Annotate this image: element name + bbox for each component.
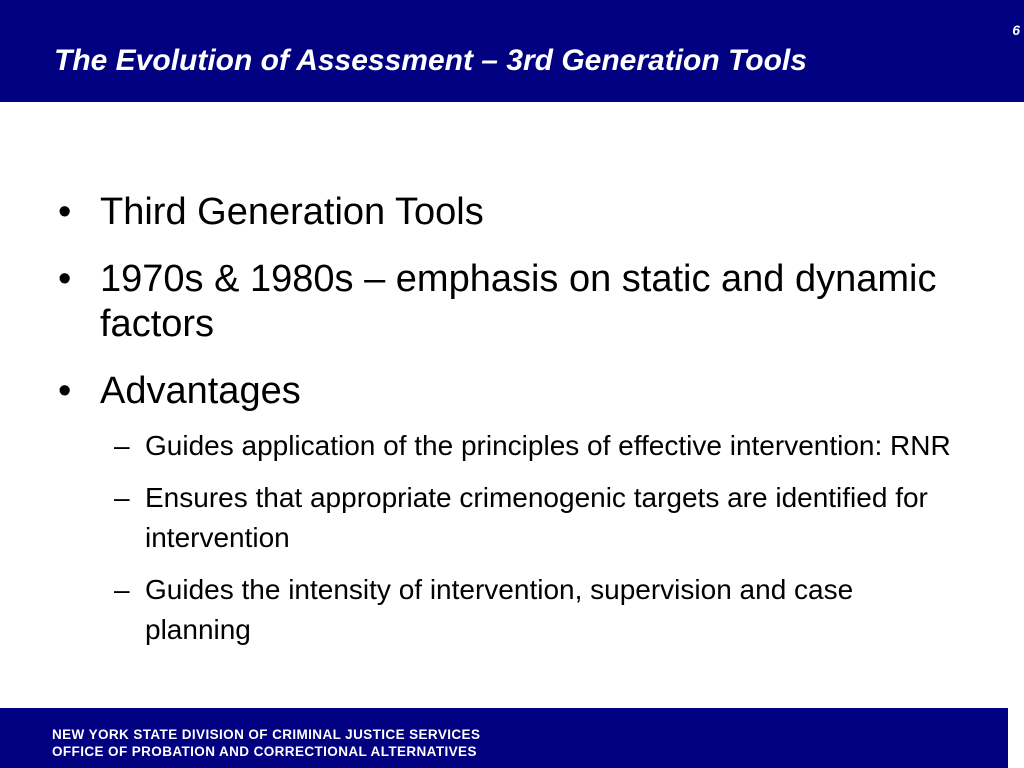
bullet-text: 1970s & 1980s – emphasis on static and dynamic factors	[100, 258, 937, 345]
bullet-item	[58, 369, 958, 414]
footer-office: OFFICE OF PROBATION AND CORRECTIONAL ALTERNATIVES	[52, 744, 477, 759]
slide-body	[58, 190, 958, 662]
sub-bullet-item	[114, 426, 958, 466]
bullet-marker: •	[58, 258, 72, 300]
slide-title: The Evolution of Assessment – 3rd Generation Tools	[54, 44, 807, 77]
bullet-item	[58, 257, 958, 347]
footer-organization: NEW YORK STATE DIVISION OF CRIMINAL JUSTICE SERVICES	[52, 727, 481, 742]
sub-bullet-marker: –	[114, 574, 130, 605]
bullet-marker: •	[58, 370, 72, 412]
bullet-text: Advantages	[100, 370, 301, 412]
sub-bullet-text: Guides application of the principles of effective intervention: RNR	[145, 430, 951, 461]
slide-footer	[0, 708, 1008, 768]
sub-bullet-item	[114, 570, 958, 650]
bullet-item	[58, 190, 958, 235]
bullet-marker: •	[58, 191, 72, 233]
slide-header	[0, 0, 1024, 102]
sub-bullet-marker: –	[114, 482, 130, 513]
sub-bullet-marker: –	[114, 430, 130, 461]
bullet-text: Third Generation Tools	[100, 191, 484, 233]
sub-bullet-list	[114, 426, 958, 650]
sub-bullet-text: Ensures that appropriate crimenogenic targets are identified for intervention	[145, 482, 928, 553]
sub-bullet-text: Guides the intensity of intervention, supervision and case planning	[145, 574, 854, 645]
slide-number: 6	[1012, 22, 1020, 38]
sub-bullet-item	[114, 478, 958, 558]
